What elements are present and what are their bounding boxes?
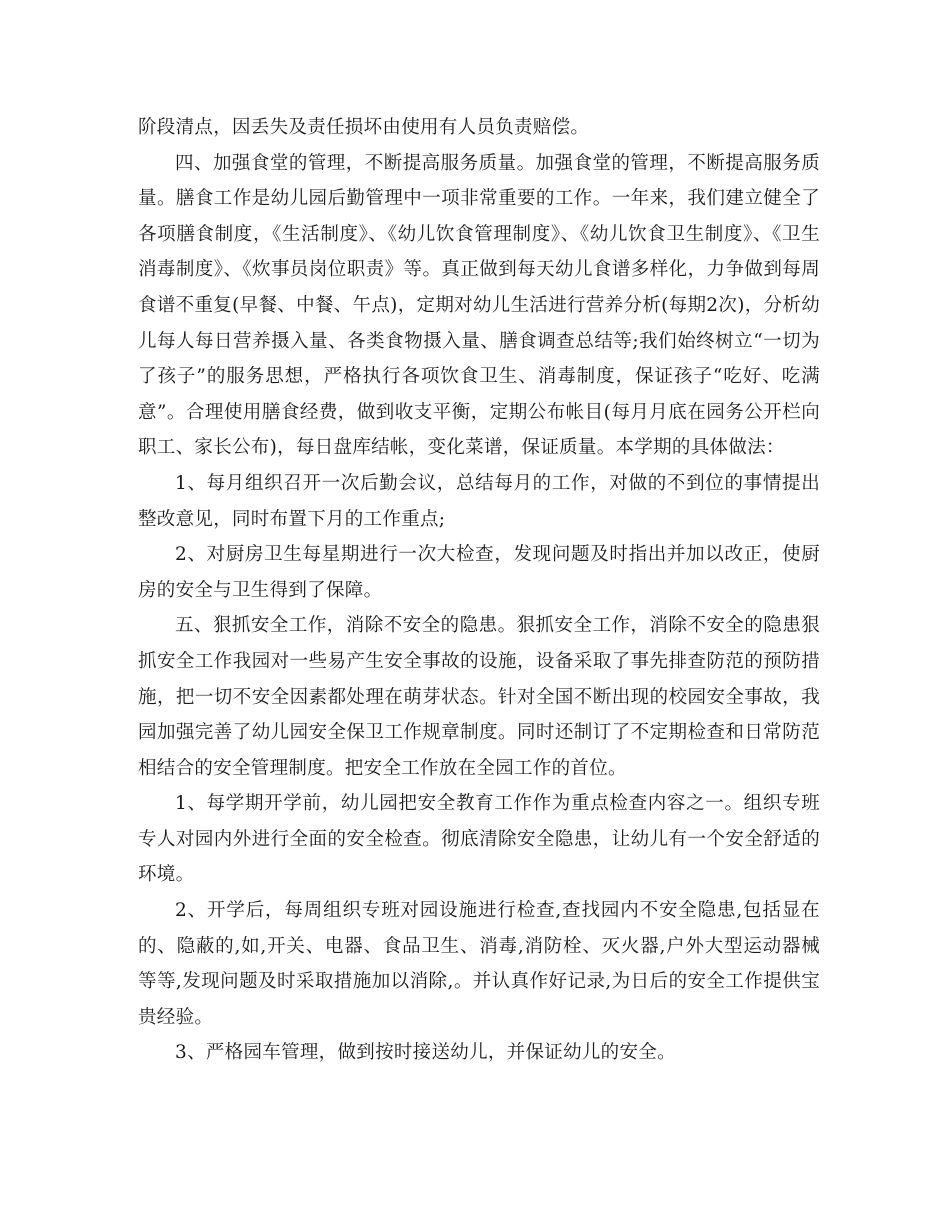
paragraph-safety-item-3: 3、严格园车管理，做到按时接送幼儿，并保证幼儿的安全。 [175,1042,676,1064]
paragraph-safety-item-1: 1、每学期开学前，幼儿园把安全教育工作作为重点检查内容之一。组织专班专人对园内外进行全面的安全检查。彻底清除安全隐患，让幼儿有一个安全舒适的环境。 [138,793,820,886]
paragraph-canteen-item-2: 2、对厨房卫生每星期进行一次大检查，发现问题及时指出并加以改正，使厨房的安全与卫生得到了保障。 [138,544,820,601]
paragraph-asset-inventory: 阶段清点，因丢失及责任损坏由使用有人员负责赔偿。 [138,117,590,138]
paragraph-canteen-management: 四、加强食堂的管理，不断提高服务质量。加强食堂的管理，不断提高服务质量。膳食工作是幼儿园后勤管理中一项非常重要的工作。一年来，我们建立健全了各项膳食制度，《生活制度》、《幼儿饮食管理制度》、《幼儿饮食卫生制度》、《卫生消毒制度》、《炊事员岗位职责》等。真正做到每天幼儿食谱多样化，力争做到每周食谱不重复(早餐、中餐、午点)，定期对幼儿生活进行营养分析(每期2次)，分析幼儿每人每日营养摄入量、各类食物摄入量、膳食调查总结等;我们始终树立“一切为了孩子”的服务思想，严格执行各项饮食卫生、消毒制度，保证孩子“吃好、吃满意”。合理使用膳食经费，做到收支平衡，定期公布帐目(每月月底在园务公开栏向职工、家长公布)，每日盘库结帐，变化菜谱，保证质量。本学期的具体做法： [138,152,820,459]
paragraph-canteen-item-1: 1、每月组织召开一次后勤会议，总结每月的工作，对做的不到位的事情提出整改意见，同时布置下月的工作重点; [138,472,820,530]
document-body [138,110,820,1071]
paragraph-safety-work: 五、狠抓安全工作，消除不安全的隐患。狠抓安全工作，消除不安全的隐患狠抓安全工作我园对一些易产生安全事故的设施，设备采取了事先排查防范的预防措施，把一切不安全因素都处理在萌芽状态。针对全国不断出现的校园安全事故，我园加强完善了幼儿园安全保卫工作规章制度。同时还制订了不定期检查和日常防范相结合的安全管理制度。把安全工作放在全园工作的首位。 [138,615,820,779]
paragraph-safety-item-2: 2、开学后，每周组织专班对园设施进行检查,查找园内不安全隐患,包括显在的、隐蔽的,如,开关、电器、食品卫生、消毒,消防栓、灭火器,户外大型运动器械等等,发现问题及时采取措施加以消除,。并认真作好记录,为日后的安全工作提供宝贵经验。 [138,900,820,1028]
